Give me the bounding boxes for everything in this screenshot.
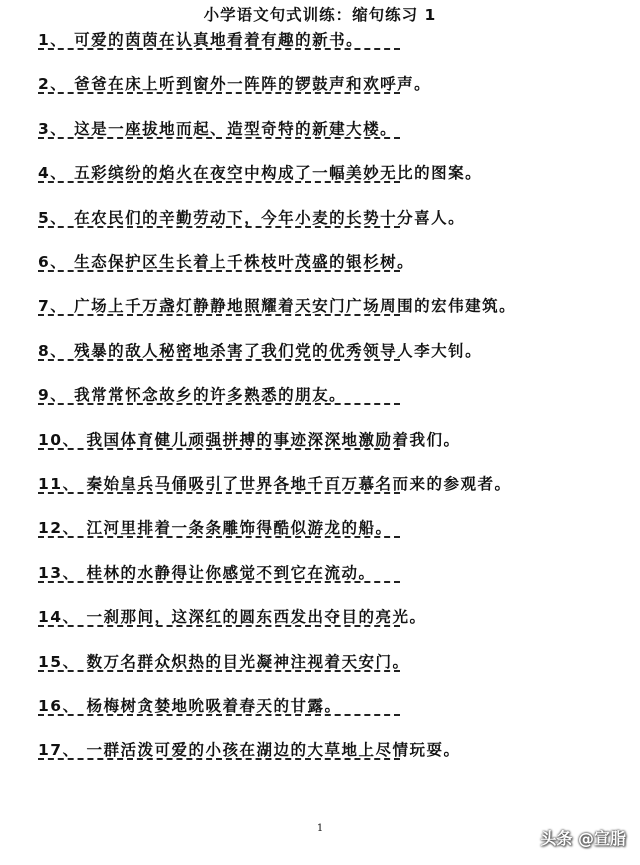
exercise-sentence: 5、 在农民们的辛勤劳动下，今年小麦的长势十分喜人。 bbox=[38, 208, 466, 227]
exercise-item bbox=[38, 428, 618, 472]
exercise-item bbox=[38, 605, 618, 649]
exercise-item bbox=[38, 516, 618, 560]
exercise-item bbox=[38, 28, 618, 72]
exercise-sentence: 4、 五彩缤纷的焰火在夜空中构成了一幅美妙无比的图案。 bbox=[38, 164, 483, 183]
exercise-sentence: 17、 一群活泼可爱的小孩在湖边的大草地上尽情玩耍。 bbox=[38, 741, 461, 760]
exercise-sentence: 16、 杨梅树贪婪地吮吸着春天的甘露。 bbox=[38, 697, 342, 715]
exercise-item bbox=[38, 206, 618, 250]
answer-line[interactable] bbox=[38, 403, 400, 405]
answer-line[interactable] bbox=[38, 670, 400, 672]
page-number: 1 bbox=[316, 823, 324, 834]
exercise-sentence: 7、 广场上千万盏灯静静地照耀着天安门广场周围的宏伟建筑。 bbox=[38, 297, 517, 316]
answer-line[interactable] bbox=[38, 758, 400, 760]
exercise-sentence: 10、 我国体育健儿顽强拼搏的事迹深深地激励着我们。 bbox=[38, 430, 461, 449]
answer-line[interactable] bbox=[38, 359, 400, 361]
answer-line[interactable] bbox=[38, 314, 400, 316]
exercise-item bbox=[38, 117, 618, 161]
exercise-sentence: 6、 生态保护区生长着上千株枝叶茂盛的银杉树。 bbox=[38, 253, 415, 271]
answer-line[interactable] bbox=[38, 92, 400, 94]
answer-line[interactable] bbox=[38, 714, 400, 716]
exercise-item bbox=[38, 694, 618, 738]
exercise-sentence: 9、 我常常怀念故乡的许多熟悉的朋友。 bbox=[38, 386, 347, 405]
exercise-item bbox=[38, 72, 618, 116]
answer-line[interactable] bbox=[38, 181, 400, 183]
answer-line[interactable] bbox=[38, 625, 400, 627]
exercise-sentence: 8、 残暴的敌人秘密地杀害了我们党的优秀领导人李大钊。 bbox=[38, 341, 483, 360]
exercise-item bbox=[38, 561, 618, 605]
answer-line[interactable] bbox=[38, 448, 400, 450]
exercise-sentence: 2、 爸爸在床上听到窗外一阵阵的锣鼓声和欢呼声。 bbox=[38, 75, 432, 94]
exercise-sentence: 13、 桂林的水静得让你感觉不到它在流动。 bbox=[38, 563, 376, 582]
exercise-item bbox=[38, 383, 618, 427]
exercise-item bbox=[38, 738, 618, 782]
exercise-sentence: 15、 数万名群众炽热的目光凝神注视着天安门。 bbox=[38, 652, 410, 671]
answer-line[interactable] bbox=[38, 581, 400, 583]
answer-line[interactable] bbox=[38, 492, 400, 494]
exercise-item bbox=[38, 472, 618, 516]
answer-line[interactable] bbox=[38, 226, 400, 228]
exercise-item bbox=[38, 250, 618, 294]
answer-line[interactable] bbox=[38, 137, 400, 139]
exercise-item bbox=[38, 339, 618, 383]
answer-line[interactable] bbox=[38, 270, 400, 272]
exercise-sentence: 11、 秦始皇兵马俑吸引了世界各地千百万慕名而来的参观者。 bbox=[38, 475, 512, 493]
exercise-sentence: 12、 江河里排着一条条雕饰得酷似游龙的船。 bbox=[38, 519, 393, 538]
watermark: 头条 @宣脂 bbox=[540, 829, 626, 848]
exercise-item bbox=[38, 650, 618, 694]
answer-line[interactable] bbox=[38, 536, 400, 538]
exercise-sentence: 1、 可爱的茵茵在认真地看着有趣的新书。 bbox=[38, 31, 364, 49]
answer-line[interactable] bbox=[38, 48, 400, 50]
exercise-sentence: 14、 一刹那间，这深红的圆东西发出夺目的亮光。 bbox=[38, 608, 427, 627]
exercise-item bbox=[38, 161, 618, 205]
exercise-sentence: 3、 这是一座拔地而起、造型奇特的新建大楼。 bbox=[38, 119, 398, 138]
exercise-item bbox=[38, 294, 618, 338]
page-title: 小学语文句式训练：缩句练习 1 bbox=[203, 6, 437, 24]
